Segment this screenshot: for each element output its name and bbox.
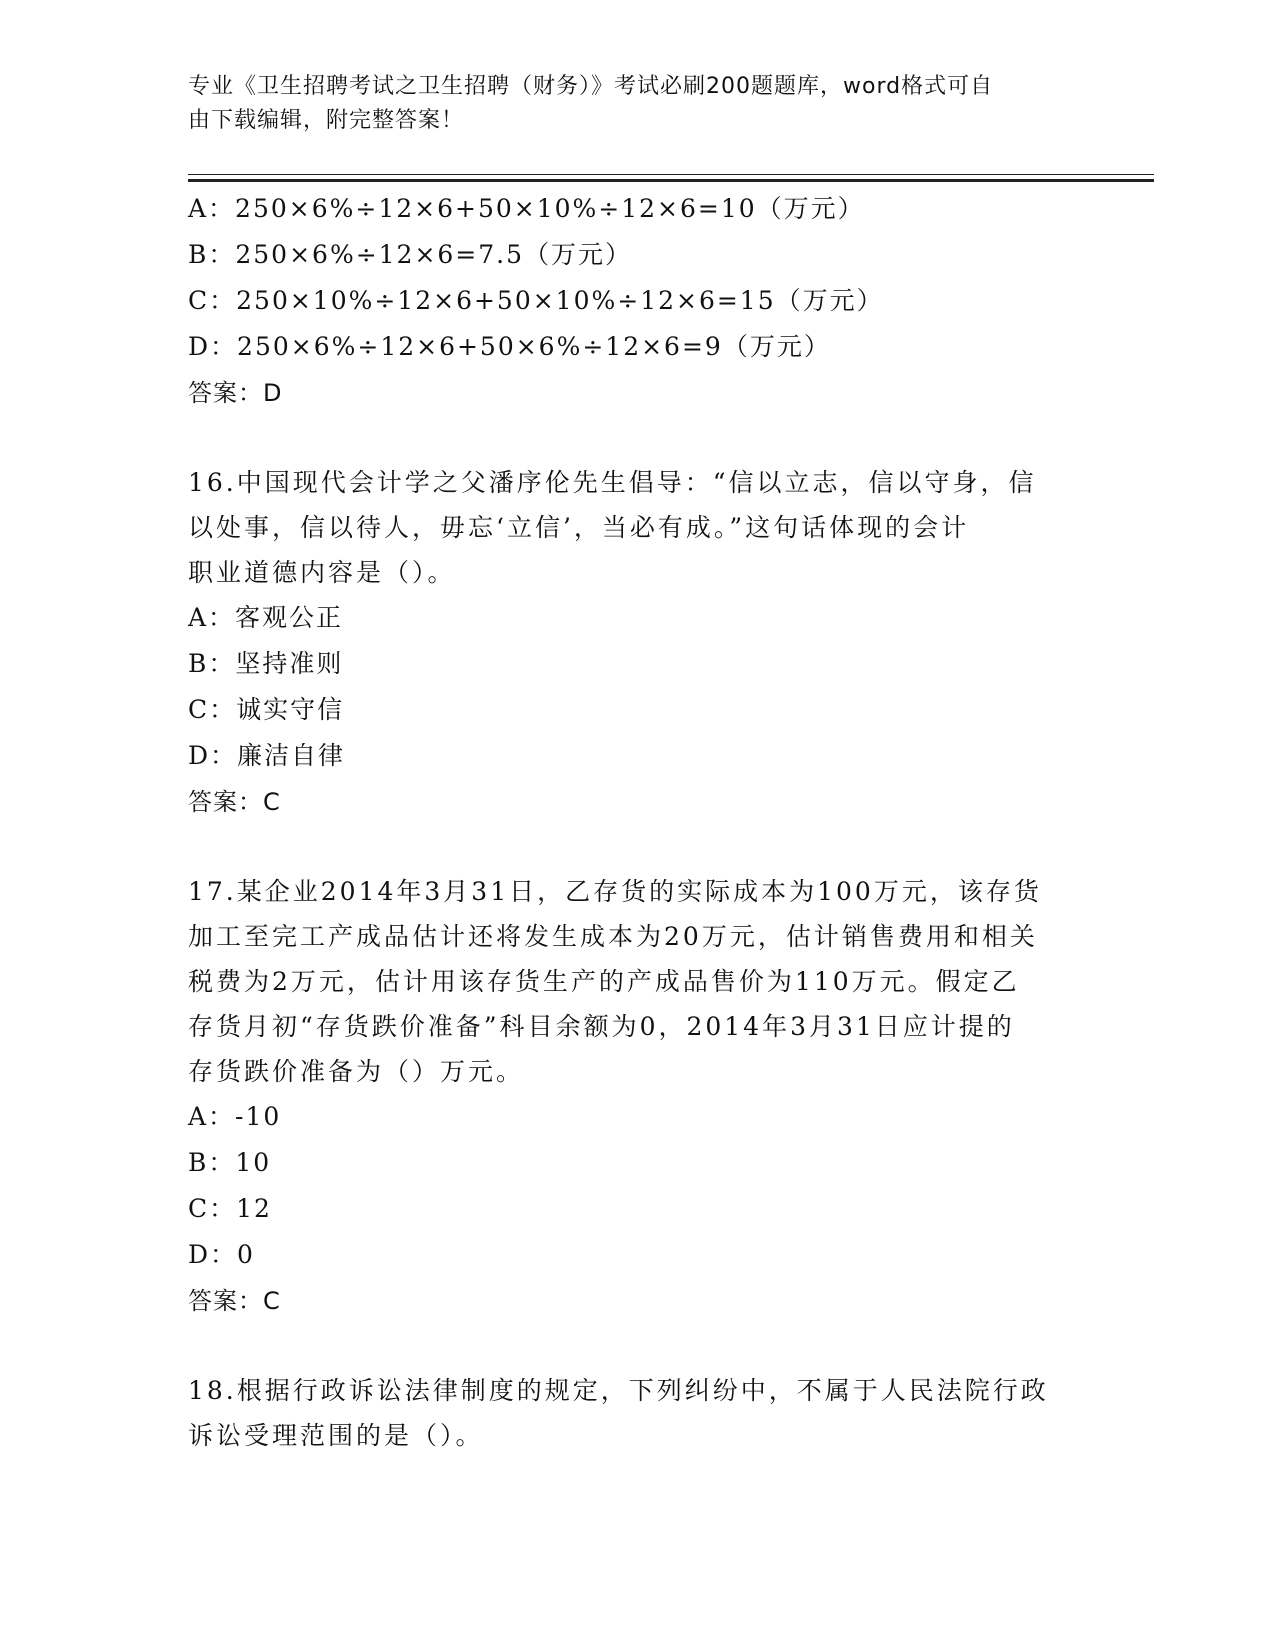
question-text-line: 16.中国现代会计学之父潘序伦先生倡导：“信以立志，信以守身，信 [188, 468, 1037, 497]
option-d: D：廉洁自律 [188, 741, 346, 770]
header-divider-thin [188, 174, 1154, 175]
question-text-line: 职业道德内容是（）。 [188, 558, 456, 587]
question-17 [188, 869, 1088, 1324]
answer: 答案：C [188, 788, 281, 816]
option-c: C：诚实守信 [188, 695, 345, 724]
header-line-2: 由下载编辑，附完整答案！ [188, 108, 465, 133]
question-text-line: 17.某企业2014年3月31日，乙存货的实际成本为100万元，该存货 [188, 877, 1042, 906]
question-18 [188, 1368, 1088, 1458]
question-text-line: 18.根据行政诉讼法律制度的规定，下列纠纷中，不属于人民法院行政 [188, 1376, 1049, 1405]
answer: 答案：D [188, 379, 283, 407]
option-a: A：250×6%÷12×6+50×10%÷12×6=10（万元） [188, 194, 865, 223]
question-16 [188, 460, 1088, 825]
spacer [188, 1324, 1088, 1368]
option-b: B：坚持准则 [188, 649, 344, 678]
question-15 [188, 186, 1088, 416]
answer: 答案：C [188, 1287, 281, 1315]
question-text-line: 存货跌价准备为（）万元。 [188, 1057, 525, 1086]
option-b: B：250×6%÷12×6=7.5（万元） [188, 240, 633, 269]
document-header [188, 70, 1068, 138]
question-text-line: 诉讼受理范围的是（）。 [188, 1421, 484, 1450]
question-list [188, 186, 1088, 1458]
spacer [188, 416, 1088, 460]
option-a: A：客观公正 [188, 603, 344, 632]
spacer [188, 825, 1088, 869]
option-d: D：250×6%÷12×6+50×6%÷12×6=9（万元） [188, 332, 831, 361]
option-a: A：-10 [188, 1102, 282, 1131]
option-b: B：10 [188, 1148, 272, 1177]
question-text-line: 加工至完工产成品估计还将发生成本为20万元，估计销售费用和相关 [188, 922, 1038, 951]
option-c: C：12 [188, 1194, 272, 1223]
question-text-line: 存货月初“存货跌价准备”科目余额为0，2014年3月31日应计提的 [188, 1012, 1015, 1041]
option-d: D：0 [188, 1240, 255, 1269]
header-divider-thick [188, 179, 1154, 182]
question-text-line: 税费为2万元，估计用该存货生产的产成品售价为110万元。假定乙 [188, 967, 1020, 996]
header-line-1: 专业《卫生招聘考试之卫生招聘（财务）》考试必刷200题题库，word格式可自 [188, 74, 994, 99]
option-c: C：250×10%÷12×6+50×10%÷12×6=15（万元） [188, 286, 884, 315]
question-text-line: 以处事，信以待人，毋忘‘立信’，当必有成。”这句话体现的会计 [188, 513, 970, 542]
